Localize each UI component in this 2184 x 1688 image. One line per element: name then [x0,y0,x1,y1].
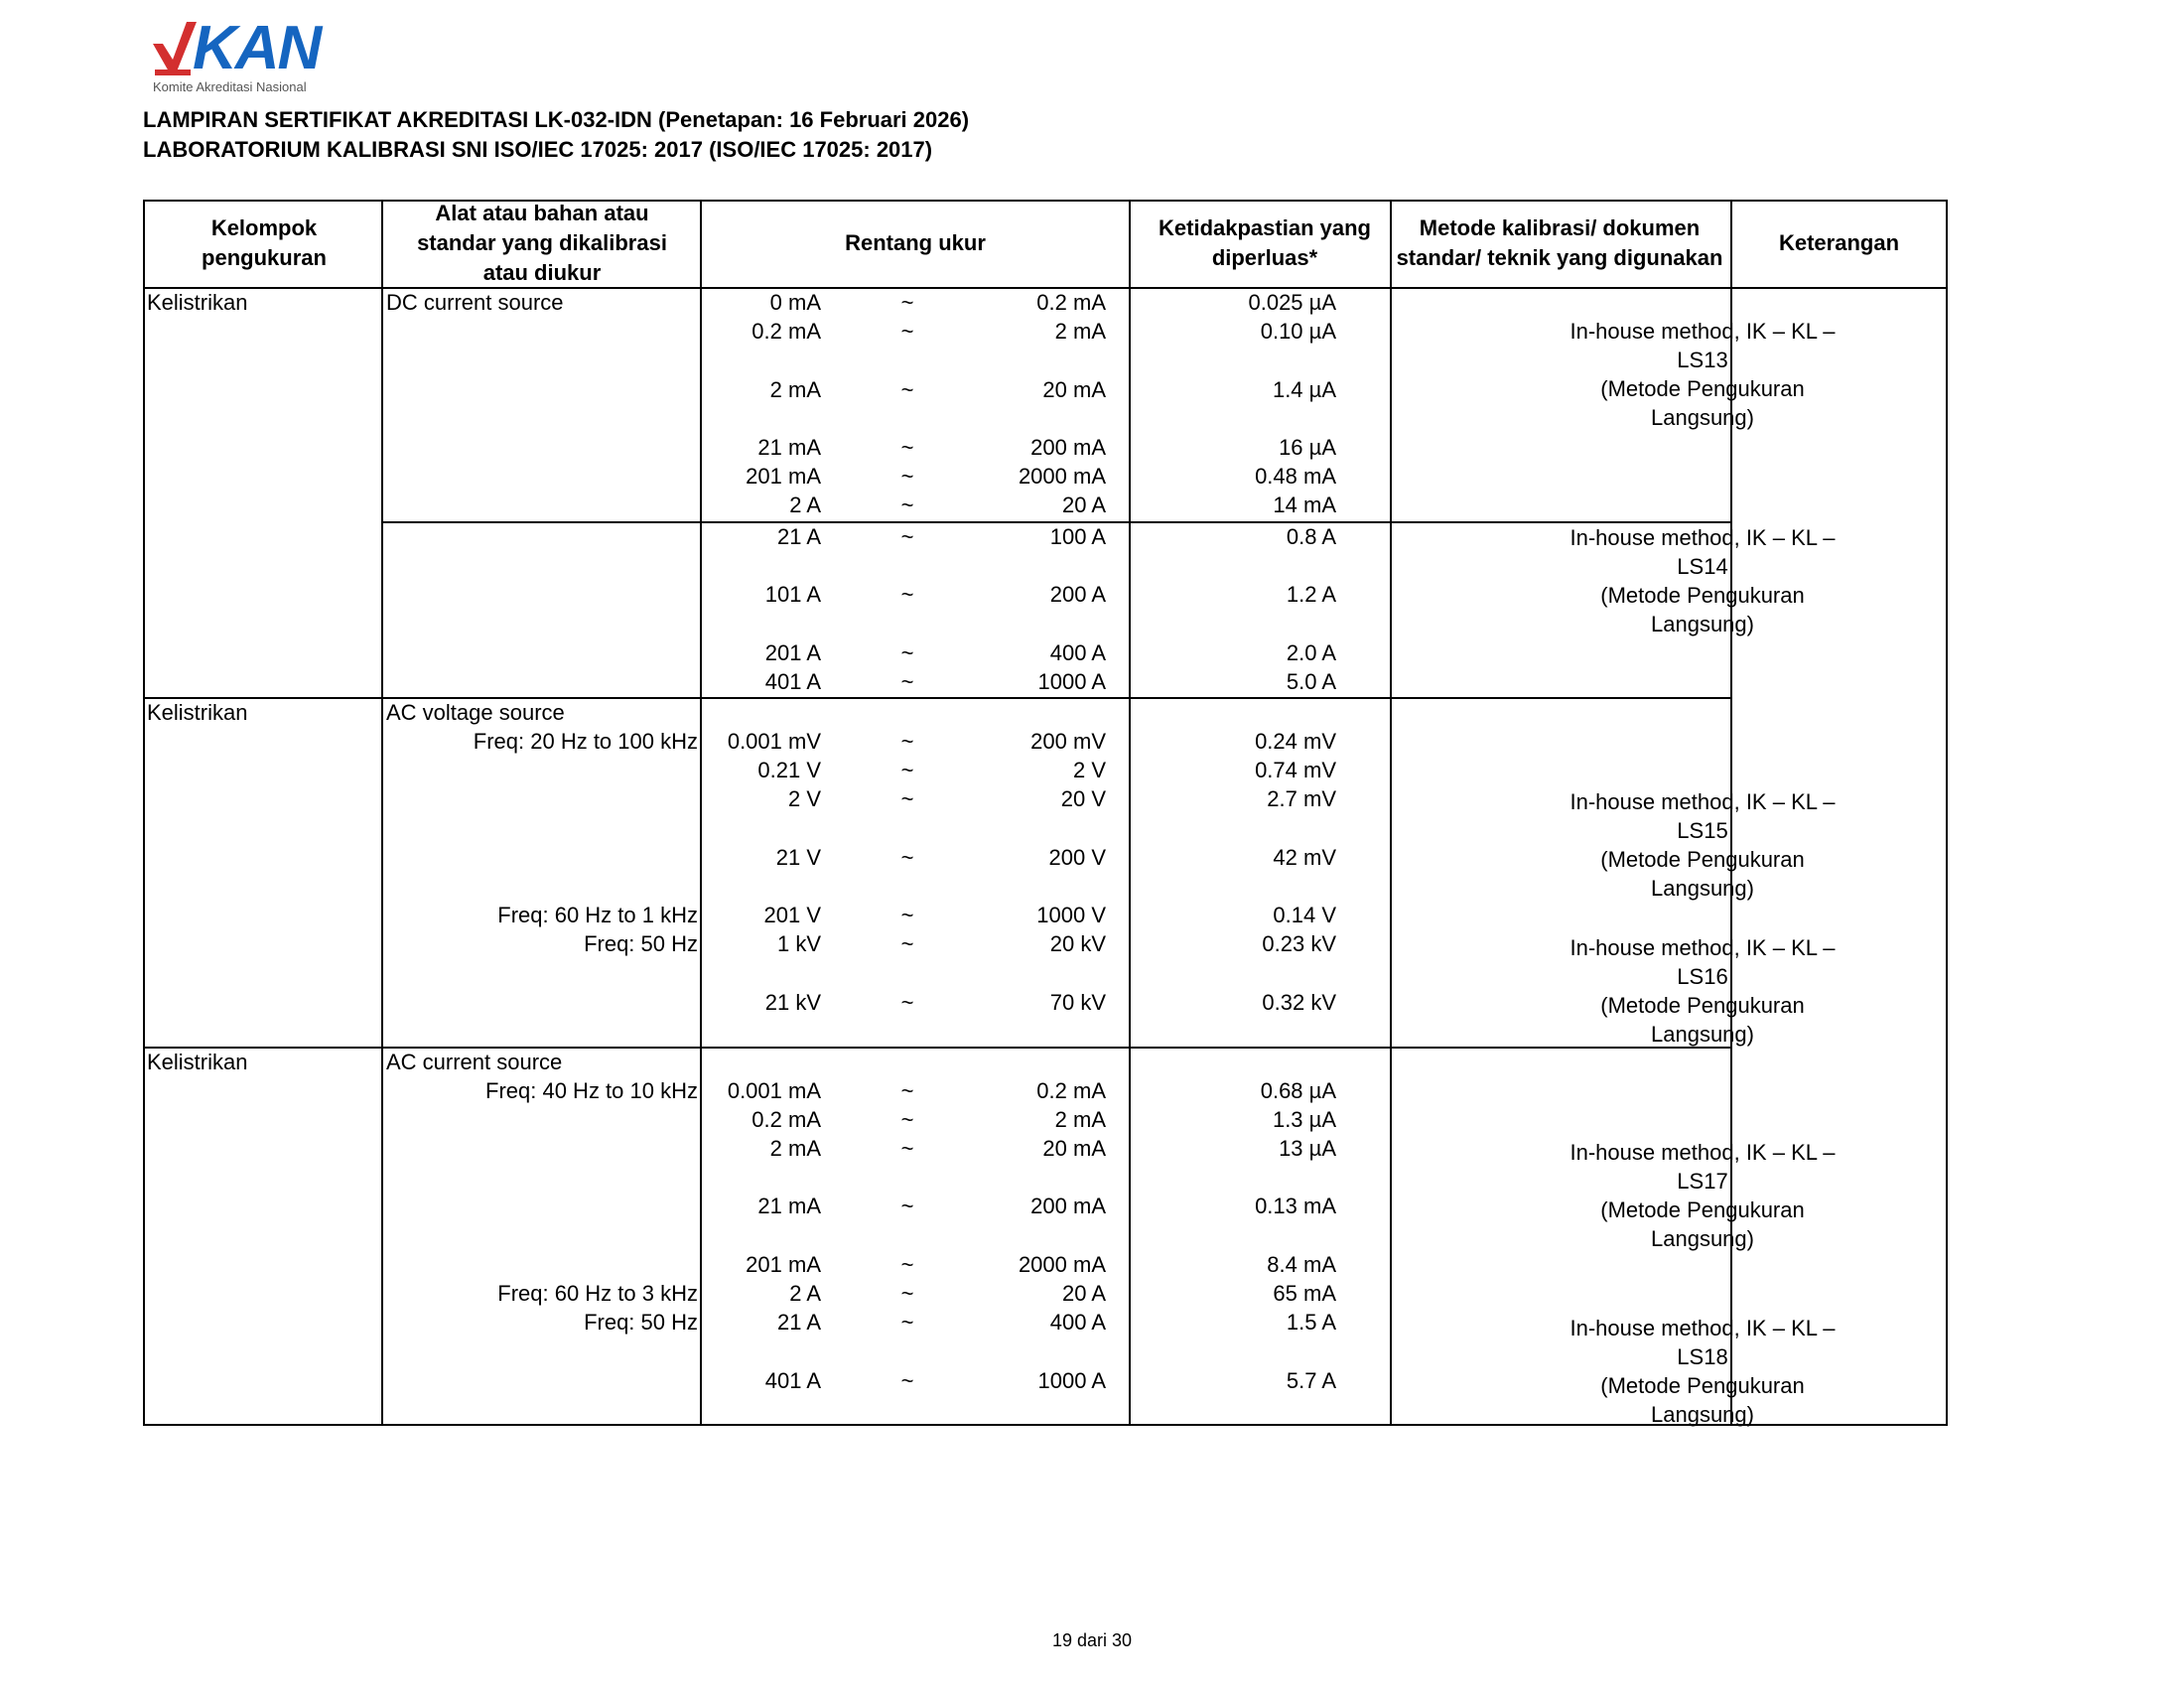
uncertainty-cell: 1.2 A [1286,582,1336,607]
uncertainty-cell: 0.48 mA [1255,464,1336,489]
range-to-cell: 200 V [1048,845,1106,870]
range-separator: ~ [900,582,914,607]
range-separator: ~ [900,1281,914,1306]
range-from-cell: 21 mA [757,1194,821,1218]
range-separator: ~ [900,524,914,549]
logo-text: KAN [193,14,321,82]
uncertainty-cell: 1.4 µA [1272,377,1336,402]
range-to-cell: 20 A [1061,1281,1106,1306]
range-from-cell: 2 A [789,492,821,517]
range-separator: ~ [900,492,914,517]
range-separator: ~ [900,669,914,694]
method-ls17: In-house method, IK – KL – LS17 (Metode Pengukuran Langsung) [1570,1140,1836,1251]
frequency-cell: Freq: 60 Hz to 3 kHz [497,1281,698,1306]
separator-ac-voltage [143,697,1732,699]
range-to-cell: 2000 mA [1018,464,1106,489]
range-from-cell: 201 mA [746,464,821,489]
range-from-cell: 0 mA [769,290,821,315]
range-from-cell: 0.2 mA [751,319,821,344]
logo-subtitle: Komite Akreditasi Nasional [153,79,307,94]
range-to-cell: 200 mA [1030,435,1106,460]
uncertainty-cell: 2.0 A [1286,640,1336,665]
range-from-cell: 21 mA [757,435,821,460]
range-to-cell: 70 kV [1049,990,1106,1015]
range-separator: ~ [900,845,914,870]
range-from-cell: 0.001 mV [727,729,821,754]
range-to-cell: 2 mA [1054,1107,1106,1132]
range-separator: ~ [900,1310,914,1335]
document-title-line-1: LAMPIRAN SERTIFIKAT AKREDITASI LK-032-IDN (Penetapan: 16 Februari 2026) [143,107,970,132]
range-from-cell: 21 A [776,524,821,549]
range-to-cell: 100 A [1049,524,1106,549]
range-separator: ~ [900,990,914,1015]
method-ls14: In-house method, IK – KL – LS14 (Metode Pengukuran Langsung) [1570,525,1836,636]
uncertainty-cell: 0.025 µA [1248,290,1336,315]
table-border-right [1946,200,1948,1426]
uncertainty-cell: 0.14 V [1273,903,1336,927]
range-from-cell: 401 A [764,669,821,694]
range-from-cell: 201 mA [746,1252,821,1277]
range-to-cell: 0.2 mA [1036,290,1106,315]
method-ls13: In-house method, IK – KL – LS13 (Metode Pengukuran Langsung) [1570,319,1836,430]
range-to-cell: 20 A [1061,492,1106,517]
range-to-cell: 400 A [1049,1310,1106,1335]
range-from-cell: 2 A [789,1281,821,1306]
kan-logo [151,14,340,97]
range-separator: ~ [900,903,914,927]
range-to-cell: 0.2 mA [1036,1078,1106,1103]
range-separator: ~ [900,786,914,811]
header-kelompok: Kelompok pengukuran [202,215,327,270]
header-rentang: Rentang ukur [845,230,986,255]
uncertainty-cell: 0.8 A [1286,524,1336,549]
range-separator: ~ [900,1136,914,1161]
col-divider-4 [1390,200,1392,1426]
uncertainty-cell: 0.23 kV [1262,931,1336,956]
range-from-cell: 0.21 V [757,758,821,782]
frequency-cell: Freq: 50 Hz [584,1310,698,1335]
instrument-cell: AC voltage source [386,700,565,725]
range-to-cell: 20 mA [1042,1136,1106,1161]
uncertainty-cell: 0.10 µA [1260,319,1336,344]
uncertainty-cell: 0.24 mV [1255,729,1336,754]
group-cell: Kelistrikan [147,290,248,315]
range-separator: ~ [900,377,914,402]
range-from-cell: 2 mA [769,1136,821,1161]
range-to-cell: 200 mA [1030,1194,1106,1218]
range-from-cell: 0.2 mA [751,1107,821,1132]
uncertainty-cell: 42 mV [1273,845,1336,870]
range-separator: ~ [900,319,914,344]
frequency-cell: Freq: 20 Hz to 100 kHz [473,729,698,754]
range-separator: ~ [900,1252,914,1277]
uncertainty-cell: 0.74 mV [1255,758,1336,782]
accreditation-table [143,200,1948,1426]
uncertainty-cell: 0.68 µA [1260,1078,1336,1103]
range-from-cell: 21 kV [764,990,821,1015]
range-from-cell: 101 A [764,582,821,607]
range-separator: ~ [900,758,914,782]
col-divider-1 [381,200,383,1426]
uncertainty-cell: 14 mA [1273,492,1336,517]
range-to-cell: 1000 A [1037,669,1106,694]
range-separator: ~ [900,640,914,665]
range-to-cell: 2 mA [1054,319,1106,344]
range-to-cell: 20 mA [1042,377,1106,402]
range-separator: ~ [900,290,914,315]
range-to-cell: 200 A [1049,582,1106,607]
range-from-cell: 0.001 mA [727,1078,821,1103]
range-from-cell: 21 V [775,845,821,870]
range-separator: ~ [900,1078,914,1103]
range-separator: ~ [900,435,914,460]
header-keterangan: Keterangan [1778,230,1900,255]
header-alat: Alat atau bahan atau standar yang dikalibrasi atau diukur [417,201,667,285]
range-separator: ~ [900,464,914,489]
uncertainty-cell: 13 µA [1279,1136,1336,1161]
col-divider-3 [1129,200,1131,1426]
range-to-cell: 2 V [1072,758,1106,782]
range-from-cell: 2 V [787,786,821,811]
header-ketidakpastian: Ketidakpastian yang diperluas* [1159,215,1371,270]
document-title-line-2: LABORATORIUM KALIBRASI SNI ISO/IEC 17025: 2017 (ISO/IEC 17025: 2017) [143,137,933,162]
range-from-cell: 21 A [776,1310,821,1335]
page-number: 19 dari 30 [1052,1630,1133,1650]
uncertainty-cell: 8.4 mA [1267,1252,1336,1277]
range-to-cell: 1000 V [1036,903,1106,927]
range-separator: ~ [900,1368,914,1393]
range-to-cell: 20 kV [1049,931,1106,956]
range-to-cell: 200 mV [1030,729,1106,754]
group-cell: Kelistrikan [147,700,248,725]
range-to-cell: 400 A [1049,640,1106,665]
range-from-cell: 201 A [764,640,821,665]
range-separator: ~ [900,1194,914,1218]
method-ls18: In-house method, IK – KL – LS18 (Metode Pengukuran Langsung) [1570,1316,1836,1427]
range-from-cell: 201 V [763,903,821,927]
method-ls16: In-house method, IK – KL – LS16 (Metode Pengukuran Langsung) [1570,935,1836,1047]
separator-ac-current [143,1047,1732,1049]
uncertainty-cell: 5.0 A [1286,669,1336,694]
frequency-cell: Freq: 50 Hz [584,931,698,956]
table-border-left [143,200,145,1426]
frequency-cell: Freq: 60 Hz to 1 kHz [497,903,698,927]
uncertainty-cell: 1.3 µA [1272,1107,1336,1132]
instrument-cell: DC current source [386,290,564,315]
uncertainty-cell: 1.5 A [1286,1310,1336,1335]
uncertainty-cell: 0.32 kV [1262,990,1336,1015]
uncertainty-cell: 5.7 A [1286,1368,1336,1393]
uncertainty-cell: 65 mA [1273,1281,1336,1306]
kan-checkmark-icon [151,20,199,77]
frequency-cell: Freq: 40 Hz to 10 kHz [485,1078,698,1103]
range-separator: ~ [900,931,914,956]
uncertainty-cell: 0.13 mA [1255,1194,1336,1218]
range-from-cell: 2 mA [769,377,821,402]
range-separator: ~ [900,729,914,754]
range-from-cell: 401 A [764,1368,821,1393]
group-cell: Kelistrikan [147,1050,248,1074]
instrument-cell: AC current source [386,1050,563,1074]
uncertainty-cell: 2.7 mV [1267,786,1336,811]
range-to-cell: 2000 mA [1018,1252,1106,1277]
uncertainty-cell: 16 µA [1279,435,1336,460]
header-metode: Metode kalibrasi/ dokumen standar/ teknik yang digunakan [1396,215,1723,270]
range-from-cell: 1 kV [776,931,821,956]
range-separator: ~ [900,1107,914,1132]
range-to-cell: 20 V [1060,786,1106,811]
method-ls15: In-house method, IK – KL – LS15 (Metode Pengukuran Langsung) [1570,789,1836,901]
range-to-cell: 1000 A [1037,1368,1106,1393]
